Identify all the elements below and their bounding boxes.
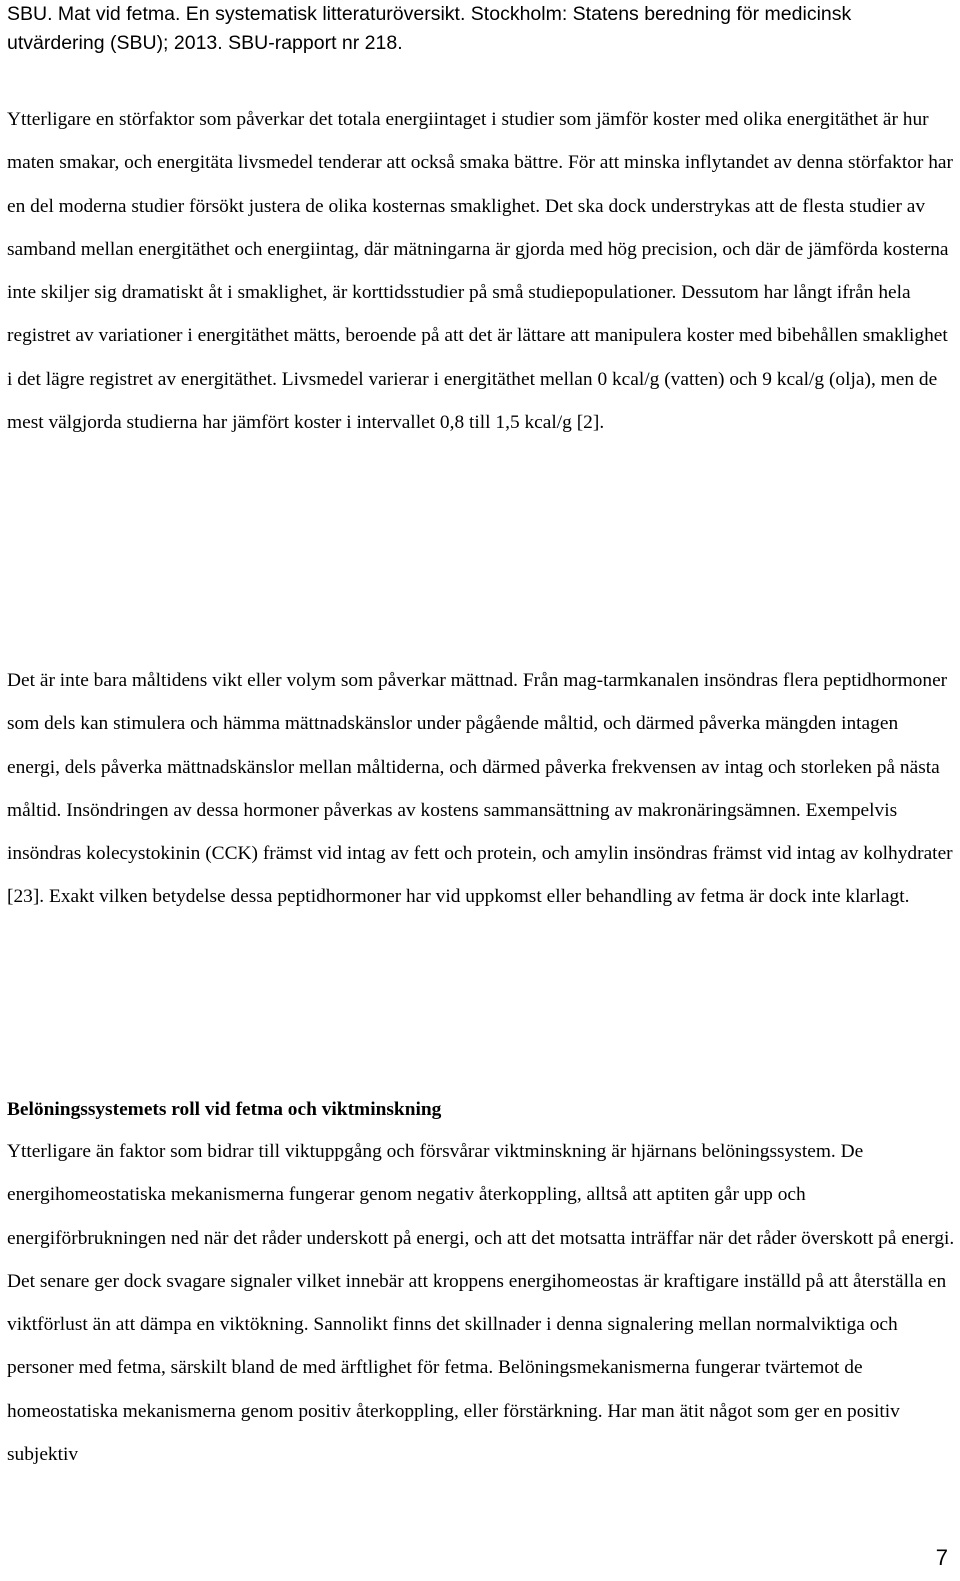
section-heading: Belöningssystemets roll vid fetma och viktminskning [7, 1099, 442, 1120]
body-paragraph-reward-system: Ytterligare än faktor som bidrar till viktuppgång och försvårar viktminskning är hjärnans belöningssystem. De energihomeostatiska mekanismerna fungerar genom negativ återkoppling, alltså att aptiten går upp och energiförbrukningen ned när det råder underskott på energi, och att det motsatta inträffar när det råder överskott på energi. Det senare ger dock svagare signaler vilket innebär att kroppens energihomeostas är kraftigare inställd på att återställa en viktförlust än att dämpa en viktökning. Sannolikt finns det skillnader i denna signalering mellan normalviktiga och personer med fetma, särskilt bland de med ärftlighet för fetma. Belöningsmekanismerna fungerar tvärtemot de homeostatiska mekanismerna genom positiv återkoppling, eller förstärkning. Har man ätit något som ger en positiv subjektiv [7, 1141, 955, 1466]
body-paragraph-energy-density: Ytterligare en störfaktor som påverkar det totala energiintaget i studier som jämför koster med olika energitäthet är hur maten smakar, och energitäta livsmedel tenderar att också smaka bättre. För att minska inflytandet av denna störfaktor har en del moderna studier försökt justera de olika kosternas smaklighet. Det ska dock understrykas att de flesta studier av samband mellan energitäthet och energiintag, där mätningarna är gjorda med hög precision, och där de jämförda kosterna inte skiljer sig dramatiskt åt i smaklighet, är korttidsstudier på små studiepopulationer. Dessutom har långt ifrån hela registret av variationer i energitäthet mätts, beroende på att det är lättare att manipulera koster med bibehållen smaklighet i det lägre registret av energitäthet. Livsmedel varierar i energitäthet mellan 0 kcal/g (vatten) och 9 kcal/g (olja), men de mest välgjorda studierna har jämfört koster i intervallet 0,8 till 1,5 kcal/g [2]. [7, 109, 953, 434]
body-paragraph-peptide-hormones: Det är inte bara måltidens vikt eller volym som påverkar mättnad. Från mag-tarmkanalen insöndras flera peptidhormoner som dels kan stimulera och hämma mättnadskänslor under pågående måltid, och därmed påverka mängden intagen energi, dels påverka mättnadskänslor mellan måltiderna, och därmed påverka frekvensen av intag och storleken på nästa måltid. Insöndringen av dessa hormoner påverkas av kostens sammansättning av makronäringsämnen. Exempelvis insöndras kolecystokinin (CCK) främst vid intag av fett och protein, och amylin insöndras främst vid intag av kolhydrater [23]. Exakt vilken betydelse dessa peptidhormoner har vid uppkomst eller behandling av fetma är dock inte klarlagt. [7, 670, 953, 908]
page-number: 7 [935, 1545, 948, 1570]
header-citation: SBU. Mat vid fetma. En systematisk litteraturöversikt. Stockholm: Statens beredning för medicinsk utvärdering (SBU); 2013. SBU-rapport nr 218. [7, 3, 852, 54]
